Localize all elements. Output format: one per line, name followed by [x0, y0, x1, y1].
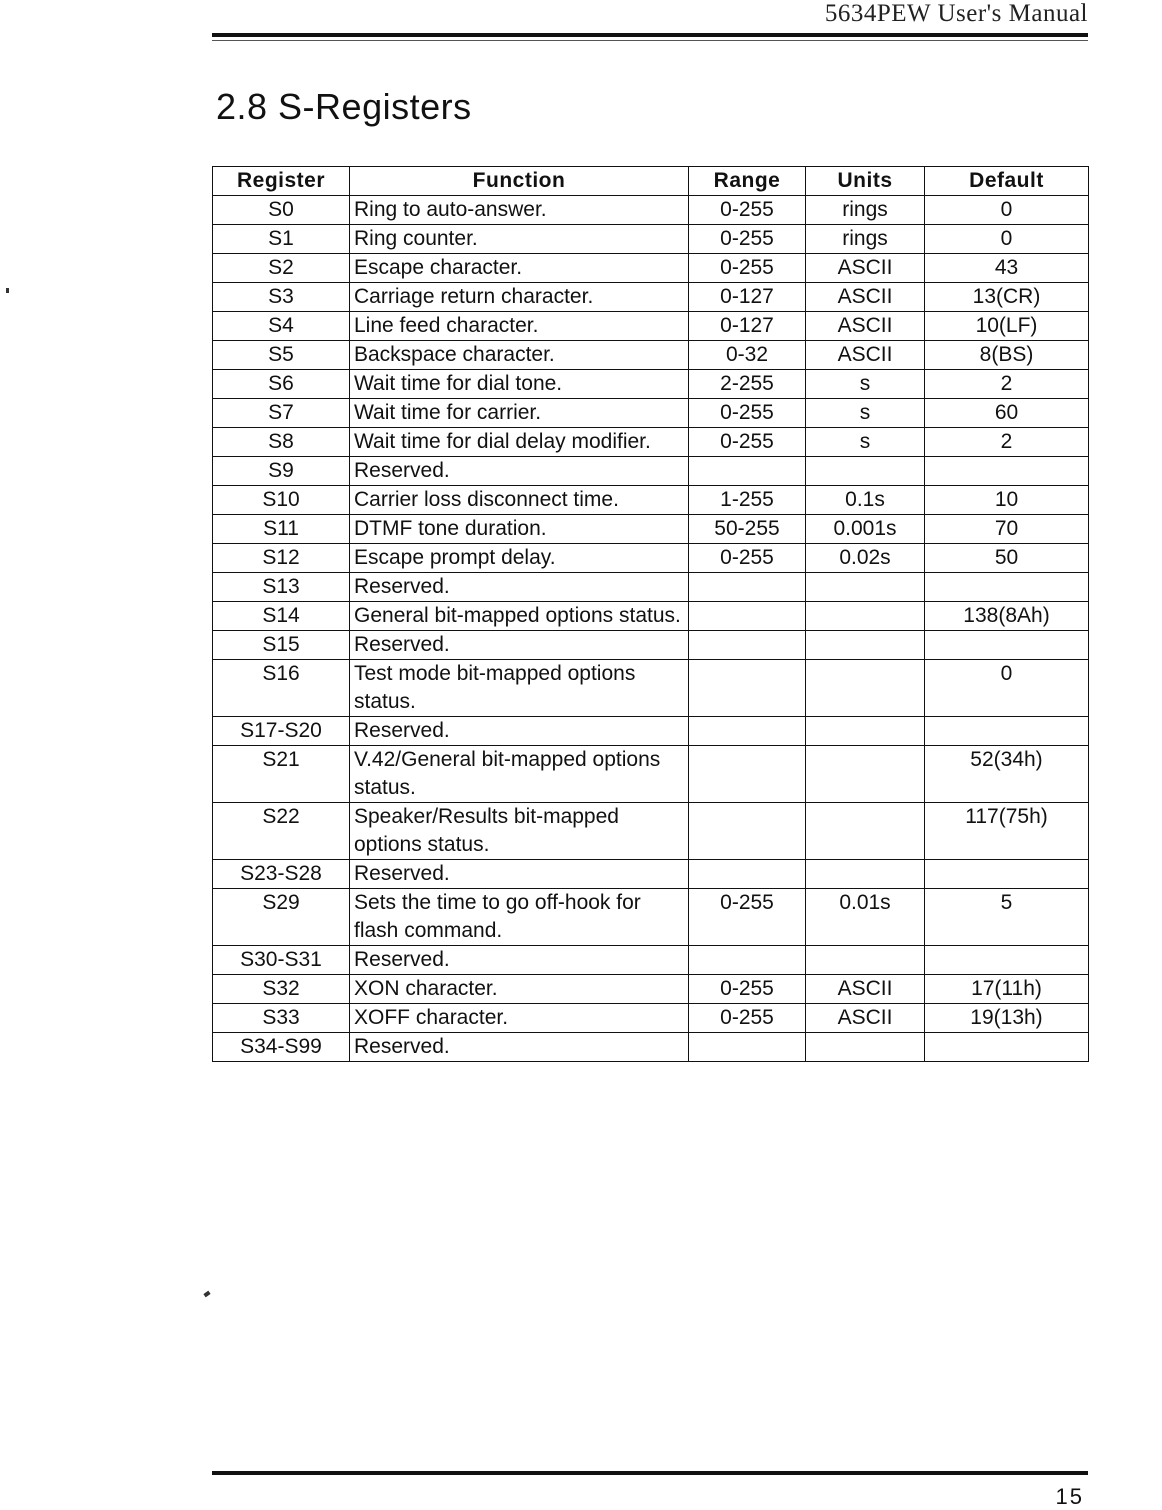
- cell-range: [689, 717, 806, 746]
- cell-range: [689, 602, 806, 631]
- cell-register: S8: [213, 428, 350, 457]
- table-row: [213, 660, 1089, 717]
- cell-register: S29: [213, 889, 350, 946]
- cell-default: 50: [925, 544, 1089, 573]
- table-row: [213, 803, 1089, 860]
- table-row: [213, 746, 1089, 803]
- cell-function: Escape prompt delay.: [350, 544, 689, 573]
- cell-range: 0-255: [689, 889, 806, 946]
- cell-range: 2-255: [689, 370, 806, 399]
- cell-range: [689, 573, 806, 602]
- table-row: [213, 1033, 1089, 1062]
- cell-function: Line feed character.: [350, 312, 689, 341]
- cell-range: 0-255: [689, 196, 806, 225]
- cell-register: S14: [213, 602, 350, 631]
- cell-register: S34-S99: [213, 1033, 350, 1062]
- cell-function: Test mode bit-mapped options status.: [350, 660, 689, 717]
- cell-units: [806, 803, 925, 860]
- table-row: [213, 975, 1089, 1004]
- cell-register: S4: [213, 312, 350, 341]
- table-row: [213, 457, 1089, 486]
- cell-units: [806, 602, 925, 631]
- cell-register: S22: [213, 803, 350, 860]
- table-row: [213, 225, 1089, 254]
- running-header: 5634PEW User's Manual: [824, 0, 1088, 27]
- cell-units: 0.02s: [806, 544, 925, 573]
- cell-default: [925, 1033, 1089, 1062]
- cell-function: Carriage return character.: [350, 283, 689, 312]
- table-row: [213, 283, 1089, 312]
- table-row: [213, 602, 1089, 631]
- cell-range: [689, 631, 806, 660]
- footer-rule: [212, 1471, 1088, 1475]
- cell-range: [689, 457, 806, 486]
- cell-function: Wait time for dial tone.: [350, 370, 689, 399]
- cell-default: 19(13h): [925, 1004, 1089, 1033]
- cell-units: ASCII: [806, 312, 925, 341]
- cell-register: S0: [213, 196, 350, 225]
- cell-range: 0-255: [689, 399, 806, 428]
- cell-range: 0-255: [689, 544, 806, 573]
- cell-default: 0: [925, 225, 1089, 254]
- cell-default: 2: [925, 428, 1089, 457]
- cell-register: S2: [213, 254, 350, 283]
- cell-range: [689, 803, 806, 860]
- s-registers-table: [212, 166, 1089, 1062]
- cell-units: 0.001s: [806, 515, 925, 544]
- cell-function: XOFF character.: [350, 1004, 689, 1033]
- cell-function: XON character.: [350, 975, 689, 1004]
- table-row: [213, 428, 1089, 457]
- cell-function: Carrier loss disconnect time.: [350, 486, 689, 515]
- table-body: [213, 196, 1089, 1062]
- cell-range: 0-127: [689, 283, 806, 312]
- table-row: [213, 370, 1089, 399]
- table-row: [213, 889, 1089, 946]
- cell-function: Wait time for dial delay modifier.: [350, 428, 689, 457]
- cell-range: [689, 746, 806, 803]
- table-row: [213, 515, 1089, 544]
- cell-function: Escape character.: [350, 254, 689, 283]
- header-rule-thin: [212, 40, 1088, 41]
- cell-units: rings: [806, 225, 925, 254]
- cell-function: Reserved.: [350, 573, 689, 602]
- cell-units: s: [806, 370, 925, 399]
- cell-units: ASCII: [806, 254, 925, 283]
- cell-function: Reserved.: [350, 457, 689, 486]
- page-number: 15: [1055, 1484, 1084, 1509]
- cell-range: 0-127: [689, 312, 806, 341]
- cell-register: S17-S20: [213, 717, 350, 746]
- table-row: [213, 946, 1089, 975]
- scan-speck: [203, 1291, 210, 1298]
- column-header-function: Function: [350, 167, 689, 196]
- cell-default: [925, 946, 1089, 975]
- cell-function: Reserved.: [350, 860, 689, 889]
- cell-function: Reserved.: [350, 631, 689, 660]
- cell-register: S12: [213, 544, 350, 573]
- cell-units: 0.1s: [806, 486, 925, 515]
- table-row: [213, 196, 1089, 225]
- cell-function: Reserved.: [350, 717, 689, 746]
- cell-register: S13: [213, 573, 350, 602]
- table-row: [213, 486, 1089, 515]
- column-header-units: Units: [806, 167, 925, 196]
- cell-units: ASCII: [806, 975, 925, 1004]
- cell-function: Speaker/Results bit-mapped options status.: [350, 803, 689, 860]
- cell-default: 60: [925, 399, 1089, 428]
- table-row: [213, 717, 1089, 746]
- table-row: [213, 573, 1089, 602]
- cell-default: 43: [925, 254, 1089, 283]
- cell-units: [806, 457, 925, 486]
- cell-units: [806, 946, 925, 975]
- cell-register: S21: [213, 746, 350, 803]
- cell-range: 0-255: [689, 254, 806, 283]
- cell-range: 0-255: [689, 1004, 806, 1033]
- section-title: 2.8 S-Registers: [216, 86, 472, 127]
- cell-default: 52(34h): [925, 746, 1089, 803]
- cell-function: Reserved.: [350, 1033, 689, 1062]
- cell-register: S23-S28: [213, 860, 350, 889]
- cell-units: ASCII: [806, 1004, 925, 1033]
- cell-default: 8(BS): [925, 341, 1089, 370]
- cell-range: [689, 946, 806, 975]
- cell-units: [806, 746, 925, 803]
- cell-units: [806, 1033, 925, 1062]
- cell-default: 5: [925, 889, 1089, 946]
- column-header-register: Register: [213, 167, 350, 196]
- cell-function: Sets the time to go off-hook for flash command.: [350, 889, 689, 946]
- cell-register: S11: [213, 515, 350, 544]
- cell-function: Backspace character.: [350, 341, 689, 370]
- cell-function: DTMF tone duration.: [350, 515, 689, 544]
- header-rule: [212, 33, 1088, 37]
- cell-default: [925, 860, 1089, 889]
- cell-register: S7: [213, 399, 350, 428]
- cell-units: s: [806, 399, 925, 428]
- cell-register: S9: [213, 457, 350, 486]
- cell-units: ASCII: [806, 283, 925, 312]
- table-row: [213, 399, 1089, 428]
- column-header-default: Default: [925, 167, 1089, 196]
- cell-register: S3: [213, 283, 350, 312]
- cell-default: [925, 717, 1089, 746]
- cell-default: 10: [925, 486, 1089, 515]
- cell-register: S10: [213, 486, 350, 515]
- cell-function: V.42/General bit-mapped options status.: [350, 746, 689, 803]
- cell-units: [806, 573, 925, 602]
- cell-range: 0-255: [689, 225, 806, 254]
- cell-units: 0.01s: [806, 889, 925, 946]
- cell-default: [925, 573, 1089, 602]
- scan-speck: [6, 288, 9, 293]
- table-row: [213, 312, 1089, 341]
- cell-range: [689, 1033, 806, 1062]
- cell-register: S1: [213, 225, 350, 254]
- cell-default: 13(CR): [925, 283, 1089, 312]
- cell-range: 0-32: [689, 341, 806, 370]
- cell-range: [689, 860, 806, 889]
- table-row: [213, 1004, 1089, 1033]
- table-row: [213, 860, 1089, 889]
- cell-register: S32: [213, 975, 350, 1004]
- table-row: [213, 631, 1089, 660]
- cell-default: 0: [925, 196, 1089, 225]
- column-header-range: Range: [689, 167, 806, 196]
- cell-units: [806, 660, 925, 717]
- cell-function: General bit-mapped options status.: [350, 602, 689, 631]
- cell-range: 0-255: [689, 428, 806, 457]
- cell-units: ASCII: [806, 341, 925, 370]
- cell-register: S6: [213, 370, 350, 399]
- cell-default: [925, 631, 1089, 660]
- cell-default: 138(8Ah): [925, 602, 1089, 631]
- cell-units: [806, 631, 925, 660]
- cell-default: 2: [925, 370, 1089, 399]
- cell-register: S5: [213, 341, 350, 370]
- cell-register: S33: [213, 1004, 350, 1033]
- cell-register: S30-S31: [213, 946, 350, 975]
- cell-register: S15: [213, 631, 350, 660]
- cell-function: Reserved.: [350, 946, 689, 975]
- cell-function: Wait time for carrier.: [350, 399, 689, 428]
- cell-units: [806, 860, 925, 889]
- cell-default: 117(75h): [925, 803, 1089, 860]
- cell-function: Ring to auto-answer.: [350, 196, 689, 225]
- table-header-row: [213, 167, 1089, 196]
- cell-range: 0-255: [689, 975, 806, 1004]
- cell-default: 10(LF): [925, 312, 1089, 341]
- cell-units: s: [806, 428, 925, 457]
- cell-range: 50-255: [689, 515, 806, 544]
- table-row: [213, 544, 1089, 573]
- cell-range: 1-255: [689, 486, 806, 515]
- cell-range: [689, 660, 806, 717]
- cell-default: 0: [925, 660, 1089, 717]
- cell-units: rings: [806, 196, 925, 225]
- cell-default: 17(11h): [925, 975, 1089, 1004]
- cell-units: [806, 717, 925, 746]
- table-row: [213, 341, 1089, 370]
- cell-register: S16: [213, 660, 350, 717]
- cell-default: [925, 457, 1089, 486]
- cell-default: 70: [925, 515, 1089, 544]
- cell-function: Ring counter.: [350, 225, 689, 254]
- table-row: [213, 254, 1089, 283]
